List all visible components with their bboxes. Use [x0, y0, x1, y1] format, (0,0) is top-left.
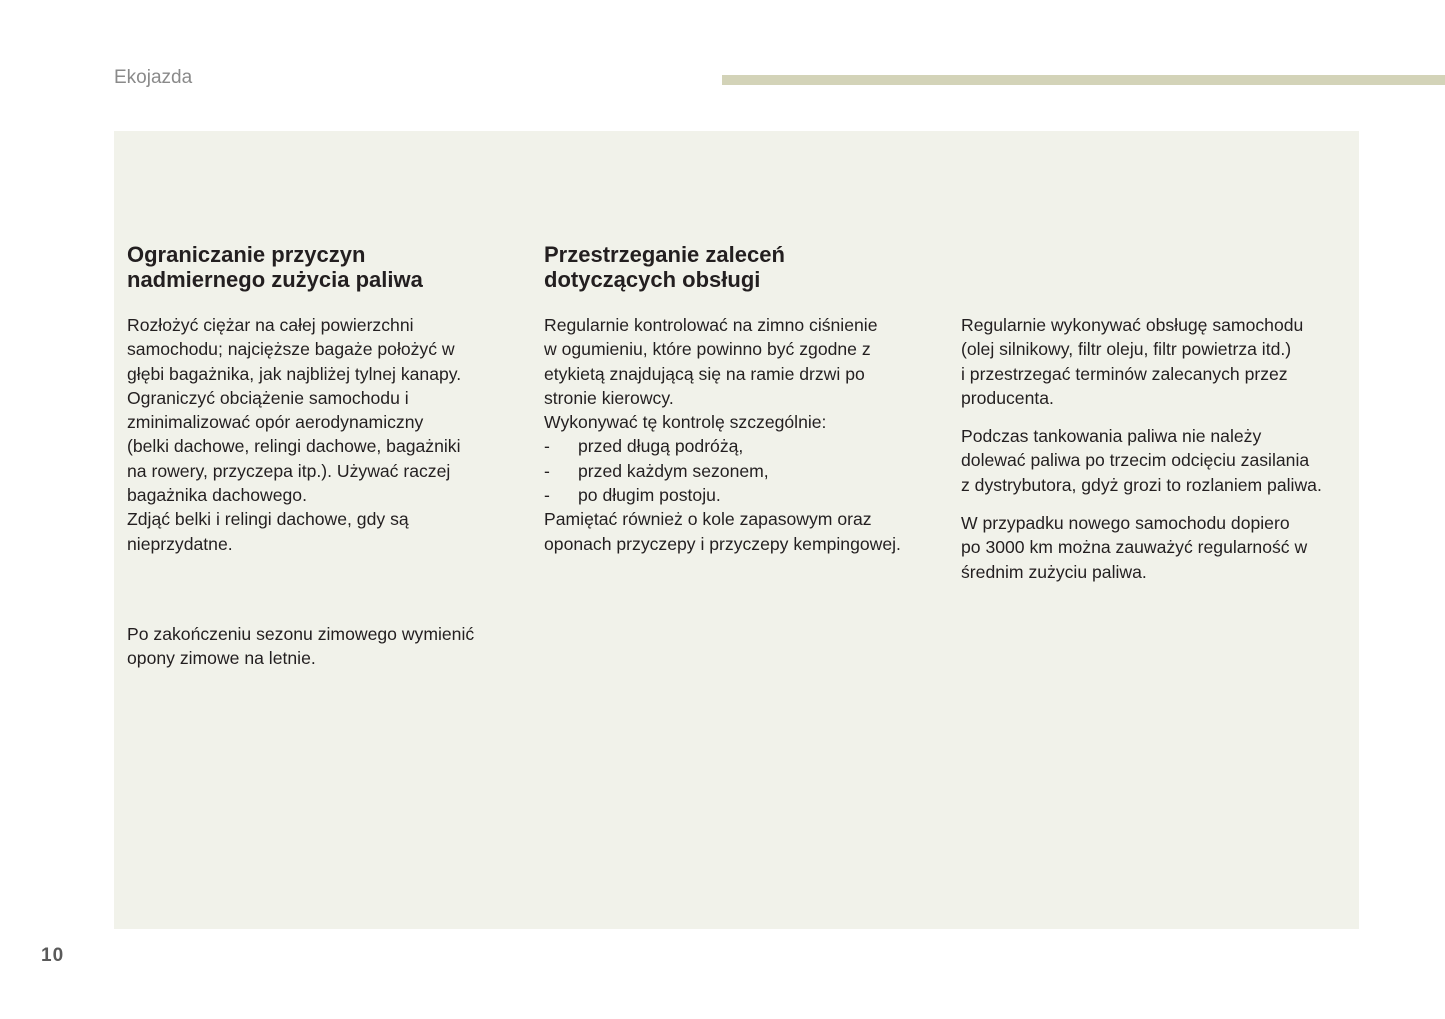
- heading-line: nadmiernego zużycia paliwa: [127, 266, 423, 292]
- text-line: z dystrybutora, gdyż grozi to rozlaniem paliwa.: [961, 474, 1322, 495]
- content-panel: [114, 131, 1359, 929]
- list-marker: -: [544, 460, 550, 481]
- list-marker: -: [544, 485, 550, 506]
- list-item: [544, 483, 901, 507]
- paragraph-refuelling: [961, 424, 1322, 497]
- text-line: Podczas tankowania paliwa nie należy: [961, 426, 1262, 446]
- heading-line: dotyczących obsługi: [544, 266, 761, 292]
- list-item: [544, 434, 901, 458]
- text-line: po 3000 km można zauważyć regularność w: [961, 537, 1308, 558]
- text-line: Rozłożyć ciężar na całej powierzchni: [127, 315, 414, 335]
- list-item: [544, 459, 901, 483]
- text-line: oponach przyczepy i przyczepy kempingowej.: [544, 533, 901, 554]
- text-line: średnim zużyciu paliwa.: [961, 561, 1147, 582]
- text-line: (olej silnikowy, filtr oleju, filtr powietrza itd.): [961, 339, 1292, 360]
- text-line: Regularnie wykonywać obsługę samochodu: [961, 315, 1304, 335]
- text-line: Ograniczyć obciążenie samochodu i: [127, 387, 409, 408]
- text-line: na rowery, przyczepa itp.). Używać raczej: [127, 460, 451, 481]
- heading-fuel-consumption: [127, 243, 423, 292]
- text-line: nieprzydatne.: [127, 533, 233, 554]
- text-line: dolewać paliwa po trzecim odcięciu zasilania: [961, 450, 1310, 471]
- text-line: Pamiętać również o kole zapasowym oraz: [544, 509, 872, 530]
- text-line: producenta.: [961, 387, 1054, 408]
- text-line: w ogumieniu, które powinno być zgodne z: [544, 339, 871, 360]
- text-line: samochodu; najcięższe bagaże położyć w: [127, 339, 455, 360]
- text-line: bagażnika dachowego.: [127, 485, 307, 506]
- text-line: Regularnie kontrolować na zimno ciśnienie: [544, 315, 878, 335]
- paragraph-load-distribution: [127, 313, 461, 556]
- text-line: Zdjąć belki i relingi dachowe, gdy są: [127, 509, 409, 530]
- text-line: (belki dachowe, relingi dachowe, bagażniki: [127, 436, 461, 457]
- heading-maintenance: [544, 243, 785, 292]
- page-number: 10: [41, 945, 65, 966]
- paragraph-tyre-pressure: [544, 313, 901, 556]
- paragraph-winter-tyres: [127, 622, 474, 671]
- text-line: i przestrzegać terminów zalecanych przez: [961, 363, 1288, 384]
- text-line: W przypadku nowego samochodu dopiero: [961, 513, 1290, 533]
- text-line: stronie kierowcy.: [544, 387, 674, 408]
- list-marker: -: [544, 436, 550, 457]
- text-line: etykietą znajdującą się na ramie drzwi po: [544, 363, 865, 384]
- text-line: zminimalizować opór aerodynamiczny: [127, 412, 424, 433]
- paragraph-new-vehicle: [961, 511, 1307, 584]
- text-line: Wykonywać tę kontrolę szczególnie:: [544, 412, 827, 433]
- list-item-text: po długim postoju.: [578, 485, 721, 506]
- text-line: Po zakończeniu sezonu zimowego wymienić: [127, 624, 475, 644]
- section-label: Ekojazda: [114, 67, 193, 88]
- list-item-text: przed długą podróżą,: [578, 436, 744, 457]
- heading-line: Przestrzeganie zaleceń: [544, 242, 785, 267]
- heading-line: Ograniczanie przyczyn: [127, 242, 366, 267]
- text-line: głębi bagażnika, jak najbliżej tylnej kanapy.: [127, 363, 462, 384]
- text-line: opony zimowe na letnie.: [127, 648, 316, 669]
- header-accent-bar: [722, 75, 1445, 85]
- list-item-text: przed każdym sezonem,: [578, 460, 769, 481]
- paragraph-regular-service: [961, 313, 1303, 410]
